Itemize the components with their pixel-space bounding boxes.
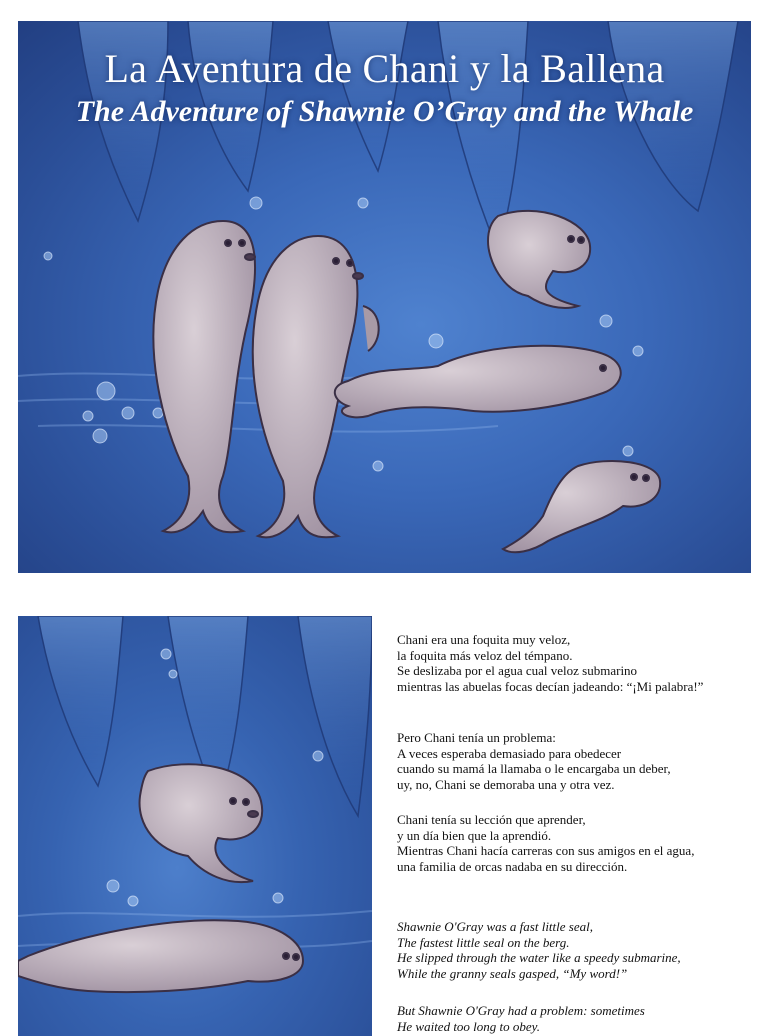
text-line: una familia de orcas nadaba en su dirección. <box>397 858 628 874</box>
text-line: uy, no, Chani se demoraba una y otra vez. <box>397 776 615 792</box>
text-line: Shawnie O'Gray was a fast little seal, <box>397 919 593 934</box>
text-line: Chani era una foquita muy veloz, <box>397 632 571 647</box>
text-line: He waited too long to obey. <box>397 1018 540 1034</box>
text-line: mientras las abuelas focas decían jadeando: “¡Mi palabra!” <box>397 678 704 694</box>
text-line: y un día bien que la aprendió. <box>397 827 552 843</box>
seal-4 <box>335 346 621 418</box>
text-line: He slipped through the water like a speedy submarine, <box>397 950 681 966</box>
text-line: Chani tenía su lección que aprender, <box>397 812 586 827</box>
cover-title-english: The Adventure of Shawnie O’Gray and the Whale <box>75 95 694 128</box>
seal-3 <box>488 211 590 308</box>
seal-5 <box>503 461 660 552</box>
cover-title-spanish: La Aventura de Chani y la Ballena <box>104 46 665 91</box>
page-illustration <box>18 616 372 1036</box>
seal-7 <box>18 920 303 992</box>
spanish-stanza-3 <box>397 812 757 874</box>
text-line: la foquita más veloz del témpano. <box>397 647 573 663</box>
spanish-stanza-2 <box>397 730 757 792</box>
english-stanza-2 <box>397 1003 757 1034</box>
text-line: Pero Chani tenía un problema: <box>397 730 556 745</box>
text-line: A veces esperaba demasiado para obedecer <box>397 745 622 761</box>
cover-illustration <box>18 21 751 573</box>
spanish-stanza-1 <box>397 632 757 694</box>
underwater-scene-2 <box>18 616 372 1036</box>
text-line: But Shawnie O'Gray had a problem: sometimes <box>397 1003 645 1018</box>
seal-1 <box>153 221 255 532</box>
text-line: cuando su mamá la llamaba o le encargaba un deber, <box>397 761 671 777</box>
text-line: The fastest little seal on the berg. <box>397 934 570 950</box>
text-line: Mientras Chani hacía carreras con sus amigos en el agua, <box>397 843 695 859</box>
text-line: While the granny seals gasped, “My word!” <box>397 965 628 981</box>
english-stanza-1 <box>397 919 757 981</box>
text-line: Se deslizaba por el agua cual veloz submarino <box>397 663 638 679</box>
seal-6 <box>140 764 263 882</box>
